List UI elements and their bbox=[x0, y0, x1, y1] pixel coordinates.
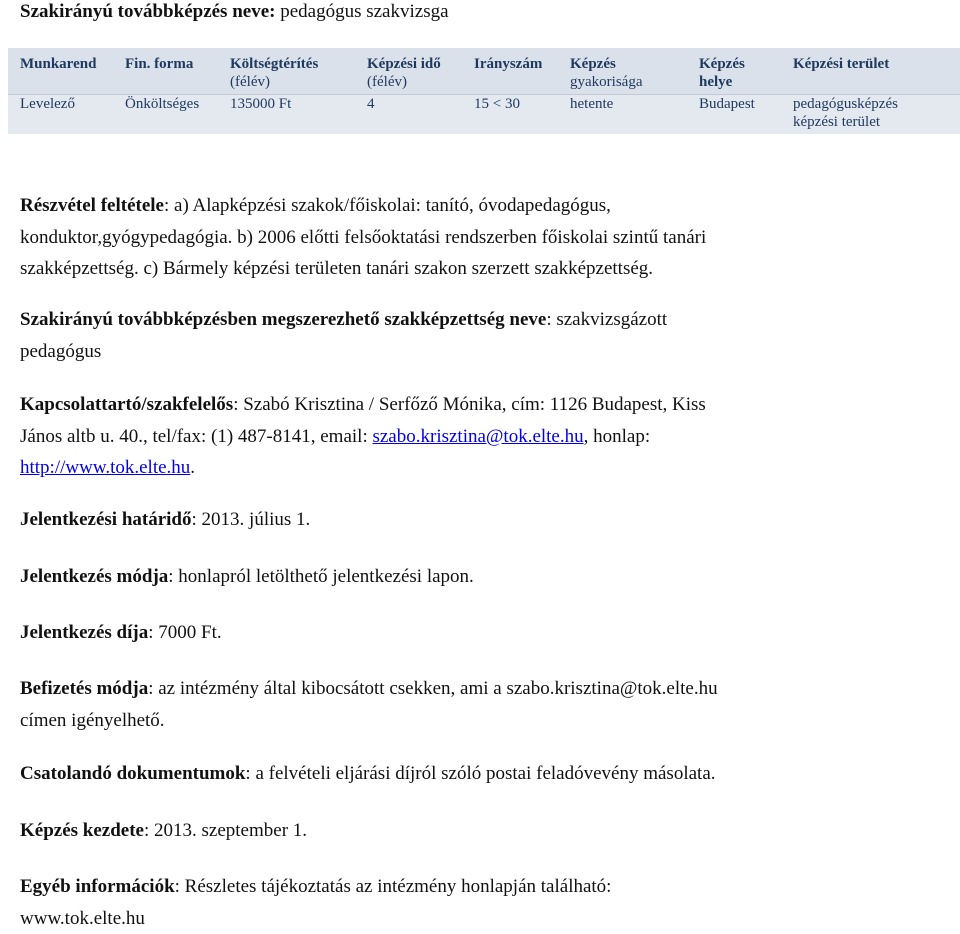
egyeb-label: Egyéb információk bbox=[20, 876, 175, 897]
header-fin-forma bbox=[125, 55, 193, 73]
befizetes-section bbox=[20, 673, 940, 736]
kezdete-label: Képzés kezdete bbox=[20, 820, 144, 841]
dija-label: Jelentkezés díja bbox=[20, 622, 148, 643]
kapcsolat-line1: : Szabó Krisztina / Serfőző Mónika, cím: 1126 Budapest, Kiss bbox=[233, 394, 706, 415]
dija-section bbox=[20, 617, 940, 649]
egyeb-section bbox=[20, 871, 940, 934]
website-link[interactable]: http://www.tok.elte.hu bbox=[20, 457, 190, 478]
csatolando-label: Csatolandó dokumentumok bbox=[20, 763, 245, 784]
szakkepzettseg-line1: : szakvizsgázott bbox=[546, 309, 667, 330]
header-fin-forma-label: Fin. forma bbox=[125, 56, 193, 72]
reszvetel-line3: szakképzettség. c) Bármely képzési területen tanári szakon szerzett szakképzettség. bbox=[20, 253, 940, 285]
header-gyakorisag-line1: Képzés bbox=[570, 55, 642, 73]
szakkepzettseg-label: Szakirányú továbbképzésben megszerezhető szakképzettség neve bbox=[20, 309, 546, 330]
dija-value: : 7000 Ft. bbox=[148, 622, 221, 643]
kapcsolat-line2-post: , honlap: bbox=[584, 426, 651, 447]
cell-koltseg: 135000 Ft bbox=[230, 95, 291, 113]
kezdete-section bbox=[20, 815, 940, 847]
modja-label: Jelentkezés módja bbox=[20, 566, 168, 587]
cell-kepzesi-ido: 4 bbox=[367, 95, 375, 113]
egyeb-line2: www.tok.elte.hu bbox=[20, 903, 940, 934]
hatarido-section bbox=[20, 504, 940, 536]
header-iranyszam: Irányszám bbox=[474, 55, 542, 73]
hatarido-value: : 2013. július 1. bbox=[192, 509, 311, 530]
header-gyakorisag bbox=[570, 55, 642, 91]
cell-helye: Budapest bbox=[699, 95, 755, 113]
hatarido-label: Jelentkezési határidő bbox=[20, 509, 192, 530]
title-value: pedagógus szakvizsga bbox=[280, 1, 448, 22]
header-kepzesi-ido-line1: Képzési idő bbox=[367, 55, 441, 73]
cell-terulet-line1: pedagógusképzés bbox=[793, 95, 898, 113]
header-munkarend: Munkarend bbox=[20, 55, 96, 73]
header-kepzesi-terulet: Képzési terület bbox=[793, 55, 889, 73]
reszvetel-section bbox=[20, 190, 940, 285]
email-link[interactable]: szabo.krisztina@tok.elte.hu bbox=[372, 426, 583, 447]
header-helye-line1: Képzés bbox=[699, 55, 745, 73]
befizetes-line1: : az intézmény által kibocsátott csekken, ami a szabo.krisztina@tok.elte.hu bbox=[148, 678, 717, 699]
header-gyakorisag-line2: gyakorisága bbox=[570, 73, 642, 91]
kapcsolat-line2-pre: János altb u. 40., tel/fax: (1) 487-8141, email: bbox=[20, 426, 372, 447]
cell-munkarend: Levelező bbox=[20, 95, 75, 113]
cell-terulet bbox=[793, 95, 898, 131]
header-koltseg-line2: (félév) bbox=[230, 73, 318, 91]
header-kepzes-helye bbox=[699, 55, 745, 91]
page-title bbox=[20, 0, 449, 24]
egyeb-line1: : Részletes tájékoztatás az intézmény honlapján található: bbox=[175, 876, 612, 897]
kezdete-value: : 2013. szeptember 1. bbox=[144, 820, 307, 841]
header-kepzesi-ido bbox=[367, 55, 441, 91]
title-label: Szakirányú továbbképzés neve: bbox=[20, 1, 275, 22]
header-kepzesi-ido-line2: (félév) bbox=[367, 73, 441, 91]
cell-terulet-line2: képzési terület bbox=[793, 113, 898, 131]
csatolando-section bbox=[20, 758, 940, 790]
header-koltsegterites bbox=[230, 55, 318, 91]
kapcsolat-label: Kapcsolattartó/szakfelelős bbox=[20, 394, 233, 415]
header-koltseg-line1: Költségtérítés bbox=[230, 55, 318, 73]
kapcsolat-line3-post: . bbox=[190, 457, 195, 478]
befizetes-label: Befizetés módja bbox=[20, 678, 148, 699]
reszvetel-label: Részvétel feltétele bbox=[20, 195, 164, 216]
csatolando-value: : a felvételi eljárási díjról szóló postai feladóvevény másolata. bbox=[245, 763, 715, 784]
reszvetel-line2: konduktor,gyógypedagógia. b) 2006 előtti felsőoktatási rendszerben főiskolai szintű tanári bbox=[20, 222, 940, 254]
modja-section bbox=[20, 561, 940, 593]
szakkepzettseg-section bbox=[20, 304, 940, 367]
cell-fin-forma: Önköltséges bbox=[125, 95, 199, 113]
befizetes-line2: címen igényelhető. bbox=[20, 705, 940, 737]
cell-gyakorisag: hetente bbox=[570, 95, 613, 113]
header-helye-line2: helye bbox=[699, 73, 745, 91]
reszvetel-line1: : a) Alapképzési szakok/főiskolai: tanító, óvodapedagógus, bbox=[164, 195, 611, 216]
szakkepzettseg-line2: pedagógus bbox=[20, 336, 940, 368]
cell-iranyszam: 15 < 30 bbox=[474, 95, 520, 113]
modja-value: : honlapról letölthető jelentkezési lapon. bbox=[168, 566, 474, 587]
kapcsolat-section bbox=[20, 389, 940, 484]
